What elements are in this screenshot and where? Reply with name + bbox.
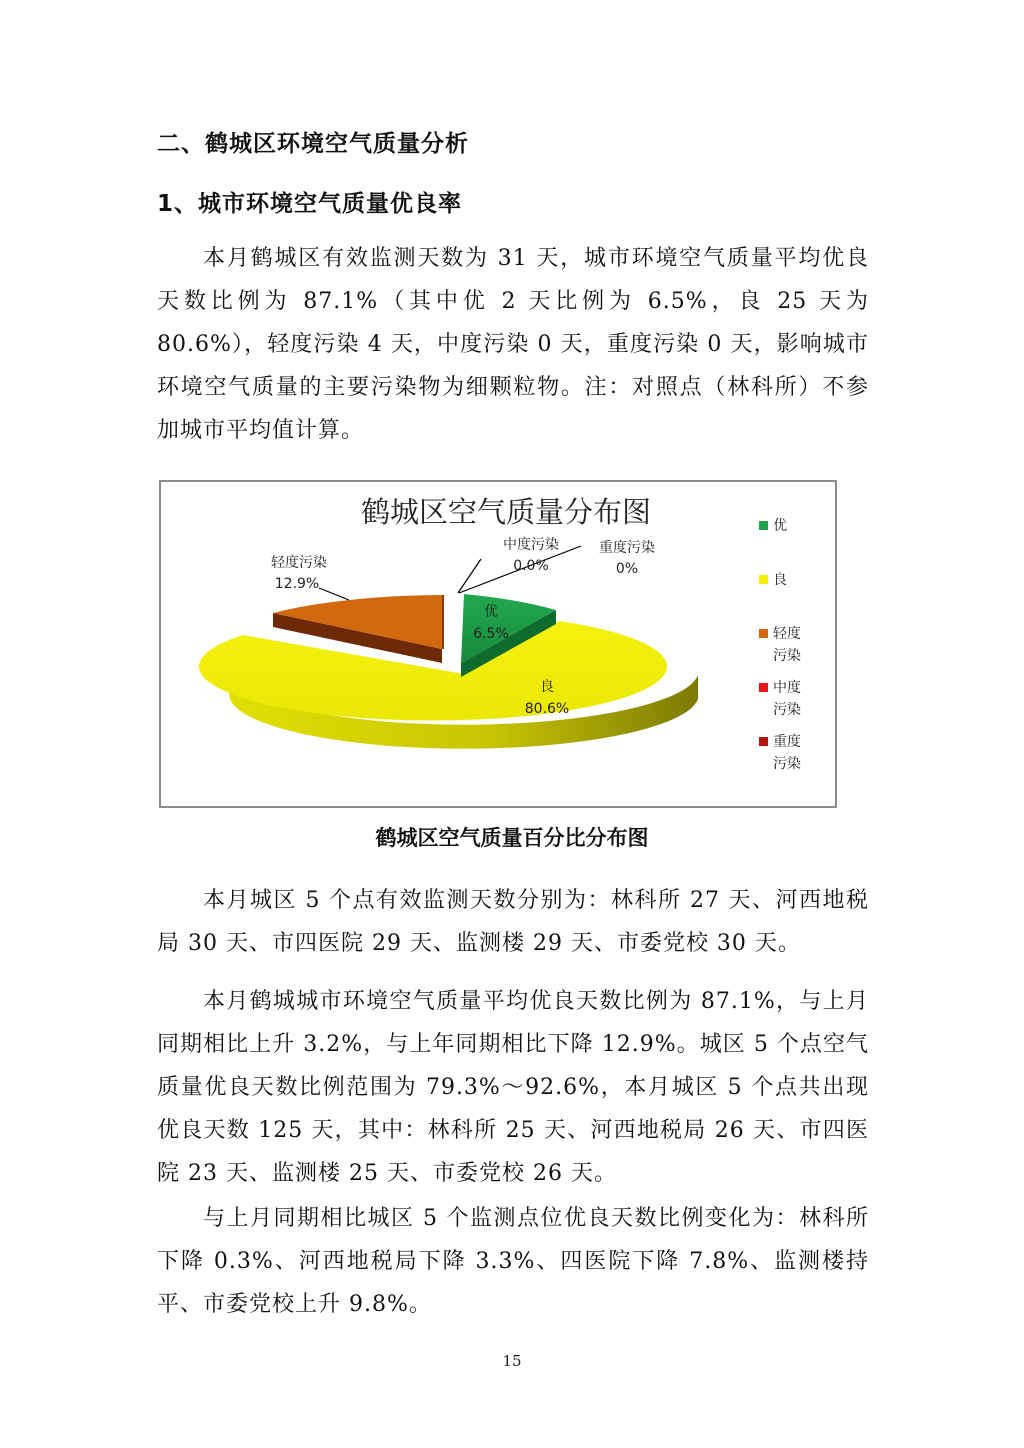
paragraph-site-changes: 与上月同期相比城区 5 个监测点位优良天数比例变化为：林科所下降 0.3%、河西地税局下降 3.3%、四医院下降 7.8%、监测楼持平、市委党校上升 9.8%。 bbox=[157, 1206, 869, 1317]
paragraph-monitoring-days: 本月城区 5 个点有效监测天数分别为：林科所 27 天、河西地税局 30 天、市四医院 29 天、监测楼 29 天、市委党校 30 天。 bbox=[157, 888, 869, 956]
legend-label-3: 中度污染 bbox=[773, 680, 801, 718]
paragraph-comparison: 本月鹤城城市环境空气质量平均优良天数比例为 87.1%，与上月同期相比上升 3.2%，与上年同期相比下降 12.9%。城区 5 个点空气质量优良天数比例范围为 79.3%～92.6%，本月城区 5 个点共出现优良天数 125 天，其中：林科所 25 天、河西地税局 26 天、市四医院 23 天、监测楼 25 天、市委党校 26 天。 bbox=[157, 989, 869, 1186]
legend-swatch-0 bbox=[759, 521, 768, 530]
pie-chart bbox=[159, 480, 837, 808]
label-excellent-name: 优 bbox=[484, 604, 498, 620]
label-moderate-value: 0.0% bbox=[513, 558, 549, 574]
legend-swatch-2 bbox=[759, 629, 768, 638]
label-good-name: 良 bbox=[540, 679, 554, 695]
label-severe-value: 0% bbox=[615, 561, 639, 577]
label-good-value: 80.6% bbox=[524, 701, 570, 717]
legend-label-1: 良 bbox=[773, 572, 787, 588]
legend-swatch-4 bbox=[759, 737, 768, 746]
label-light-pollution-name: 轻度污染 bbox=[271, 555, 327, 571]
label-light-pollution-value: 12.9% bbox=[274, 576, 320, 592]
legend-label-0: 优 bbox=[773, 518, 787, 534]
legend-swatch-1 bbox=[759, 575, 768, 584]
legend-label-4: 重度污染 bbox=[773, 734, 801, 772]
label-excellent-value: 6.5% bbox=[473, 626, 509, 642]
pie-chart-svg bbox=[161, 482, 835, 806]
paragraph-summary: 本月鹤城区有效监测天数为 31 天，城市环境空气质量平均优良天数比例为 87.1%（其中优 2 天比例为 6.5%，良 25 天为 80.6%），轻度污染 4 天，中度污染 0 天，重度污染 0 天，影响城市环境空气质量的主要污染物为细颗粒物。注：对照点（林科所）不参加城市平均值计算。 bbox=[157, 246, 869, 443]
legend-label-2: 轻度污染 bbox=[773, 626, 801, 664]
subsection-heading: 1、城市环境空气质量优良率 bbox=[157, 191, 463, 217]
leader-line-moderate bbox=[458, 559, 481, 593]
leader-line-light bbox=[319, 588, 349, 600]
section-heading: 二、鹤城区环境空气质量分析 bbox=[157, 131, 469, 157]
figure-caption: 鹤城区空气质量百分比分布图 bbox=[375, 826, 649, 850]
label-moderate-name: 中度污染 bbox=[503, 537, 559, 553]
slice-light-pollution-edge bbox=[442, 595, 444, 649]
chart-title: 鹤城区空气质量分布图 bbox=[361, 495, 652, 529]
chart-legend bbox=[759, 517, 801, 772]
legend-swatch-3 bbox=[759, 683, 768, 692]
page-number: 15 bbox=[502, 1352, 522, 1370]
label-severe-name: 重度污染 bbox=[599, 540, 655, 556]
